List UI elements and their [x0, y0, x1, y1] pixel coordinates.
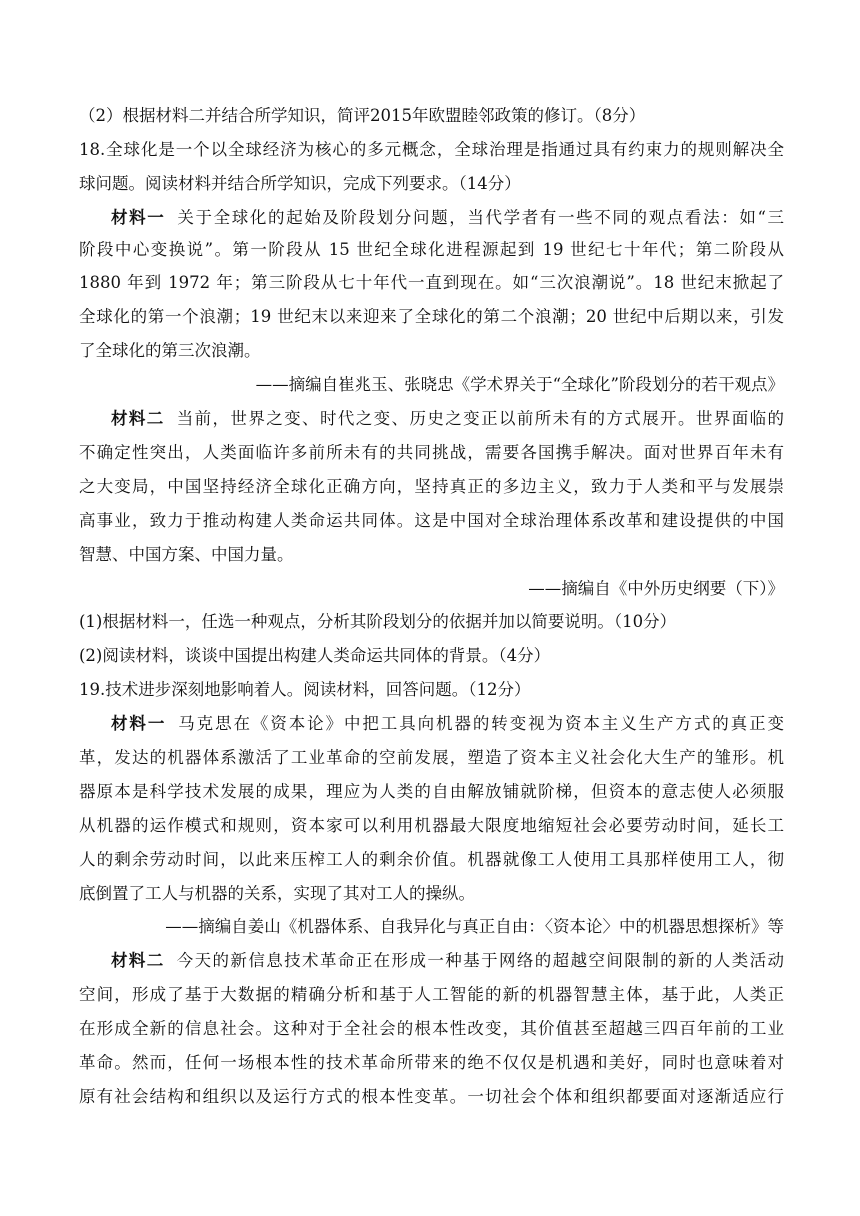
q19-material-2-line-2: 空间，形成了基于大数据的精确分析和基于人工智能的新的机器智慧主体，基于此，人类正 [79, 985, 784, 1004]
material-2-line-3: 之大变局，中国坚持经济全球化正确方向，坚持真正的多边主义，致力于人类和平与发展崇 [79, 477, 784, 496]
material-2-line-1: 材料二 当前，世界之变、时代之变、历史之变正以前所未有的方式展开。世界面临的 [111, 409, 784, 428]
q19-material-1-line-3: 器原本是科学技术发展的成果，理应为人类的自由解放铺就阶梯，但资本的意志使人必须服 [79, 782, 784, 801]
q19-material-1-line-6: 底倒置了工人与机器的关系，实现了其对工人的操纵。 [79, 884, 475, 903]
material-2-line-2: 不确定性突出，人类面临许多前所未有的共同挑战，需要各国携手解决。面对世界百年未有 [79, 443, 784, 462]
q19-material-2-label: 材料二 [111, 951, 165, 970]
material-1-label: 材料一 [111, 208, 166, 227]
question-19-stem: 19.技术进步深刻地影响着人。阅读材料，回答问题。（12分） [79, 680, 531, 699]
q19-material-1-label: 材料一 [111, 714, 167, 733]
material-1-line-1: 材料一 关于全球化的起始及阶段划分问题，当代学者有一些不同的观点看法：如“三 [111, 208, 784, 227]
material-2-label: 材料二 [111, 409, 165, 428]
material-2-line-5: 智慧、中国方案、中国力量。 [79, 545, 294, 564]
material-2-source: ——摘编自《中外历史纲要（下）》 [528, 579, 784, 598]
q19-material-1-line-1: 材料一 马克思在《资本论》中把工具向机器的转变视为资本主义生产方式的真正变 [111, 714, 784, 733]
question-18-1: (1)根据材料一，任选一种观点，分析其阶段划分的依据并加以简要说明。（10分） [79, 612, 677, 631]
material-1-line-3: 1880 年到 1972 年；第三阶段从七十年代一直到现在。如“三次浪潮说”。18 世纪末掀起了 [79, 273, 784, 292]
material-1-line-2: 阶段中心变换说”。第一阶段从 15 世纪全球化进程源起到 19 世纪七十年代；第二阶段从 [79, 240, 784, 259]
q19-material-1-line-2: 革，发达的机器体系激活了工业革命的空前发展，塑造了资本主义社会化大生产的雏形。机 [79, 748, 784, 767]
material-1-line-5: 了全球化的第三次浪潮。 [79, 341, 261, 360]
material-1-line-4: 全球化的第一个浪潮；19 世纪末以来迎来了全球化的第二个浪潮；20 世纪中后期以来，引发 [79, 307, 784, 326]
material-1-source: ——摘编自崔兆玉、张晓忠《学术界关于“全球化”阶段划分的若干观点》 [255, 375, 784, 394]
q19-material-1-line-5: 人的剩余劳动时间，以此来压榨工人的剩余价值。机器就像工人使用工具那样使用工人，彻 [79, 850, 784, 869]
material-2-line-4: 高事业，致力于推动构建人类命运共同体。这是中国对全球治理体系改革和建设提供的中国 [79, 511, 784, 530]
q19-material-2-line-5: 原有社会结构和组织以及运行方式的根本性变革。一切社会个体和组织都要面对逐渐适应行 [79, 1087, 784, 1106]
q19-material-2-line-3: 在形成全新的信息社会。这种对于全社会的根本性改变，其价值甚至超越三四百年前的工业 [79, 1019, 784, 1038]
q19-material-2-line-1: 材料二 今天的新信息技术革命正在形成一种基于网络的超越空间限制的新的人类活动 [111, 951, 784, 970]
question-17-2: （2）根据材料二并结合所学知识，简评2015年欧盟睦邻政策的修订。（8分） [79, 106, 646, 125]
question-18-stem-line-2: 球问题。阅读材料并结合所学知识，完成下列要求。（14分） [79, 174, 521, 193]
q19-material-2-line-4: 革命。然而，任何一场根本性的技术革命所带来的绝不仅仅是机遇和美好，同时也意味着对 [79, 1053, 784, 1072]
question-18-2: (2)阅读材料，谈谈中国提出构建人类命运共同体的背景。（4分） [79, 646, 551, 665]
q19-material-1-line-4: 从机器的运作模式和规则，资本家可以利用机器最大限度地缩短社会必要劳动时间，延长工 [79, 816, 784, 835]
q19-material-1-source: ——摘编自姜山《机器体系、自我异化与真正自由：〈资本论〉中的机器思想探析》等 [165, 917, 784, 936]
question-18-stem-line-1: 18.全球化是一个以全球经济为核心的多元概念，全球治理是指通过具有约束力的规则解决全 [79, 140, 784, 159]
